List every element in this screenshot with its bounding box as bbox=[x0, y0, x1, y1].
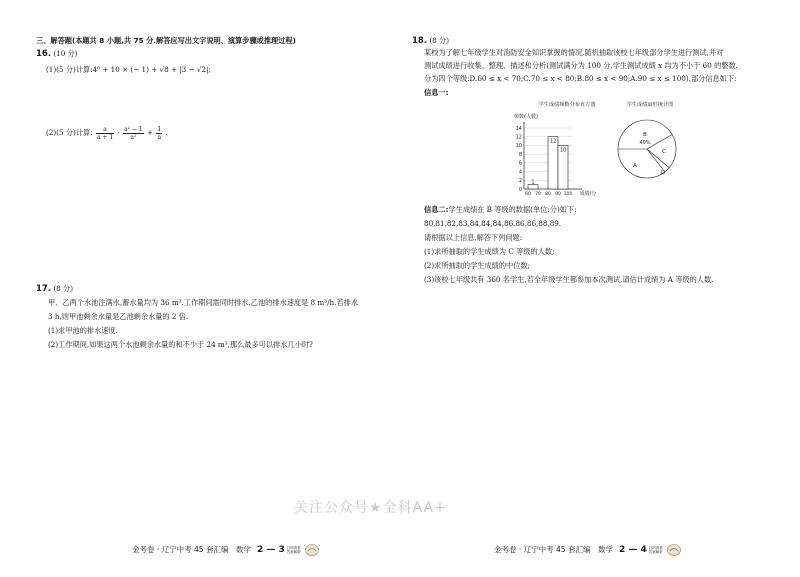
info2-text: 学生成绩在 B 等级的数据(单位:分)如下: bbox=[448, 205, 577, 214]
pie-chart bbox=[605, 99, 695, 194]
y-axis-label: 频数(人数) bbox=[514, 114, 538, 120]
page-number: 2 — 3 bbox=[256, 545, 285, 555]
q18-number: 18. bbox=[412, 36, 428, 46]
q16-header bbox=[36, 49, 78, 59]
watermark: 关注公众号★全科AA+ bbox=[294, 500, 447, 516]
pie-title: 学生成绩扇形统计图 bbox=[626, 102, 674, 108]
histogram-title: 学生成绩频数分布直方图 bbox=[538, 102, 596, 108]
info2-label: 信息二: bbox=[424, 205, 449, 214]
y-tick-label: 6 bbox=[518, 160, 522, 167]
left-footer bbox=[132, 544, 319, 556]
section-heading: 三、解答题(本题共 8 小题,共 75 分.解答应写出文字说明、演算步骤或推理过程) bbox=[36, 36, 296, 45]
fraction-2-denominator: a² bbox=[130, 133, 137, 141]
footer-note: 扫码查看答案解析 bbox=[648, 546, 663, 554]
footer-title: 金考卷 · 辽宁中考 45 套汇编 数学 bbox=[132, 545, 251, 554]
q18-intro-line: 某校为了解七年级学生对消防安全知识掌握的情况,随机抽取该校七年级部分学生进行测试,并对 bbox=[424, 48, 724, 57]
fraction-3 bbox=[156, 126, 162, 141]
y-tick-label: 8 bbox=[518, 151, 522, 158]
expression-end: . bbox=[165, 128, 168, 137]
right-page bbox=[400, 0, 800, 577]
b-scores: 80,81,82,83,84,84,84,86,86,86,88,89. bbox=[424, 219, 562, 228]
q16-part1-expression: 4⁰ + 10 × (− 1) + √8 + |3 − √2|; bbox=[92, 65, 211, 74]
publisher-logo-icon bbox=[667, 544, 681, 556]
right-footer bbox=[494, 544, 681, 556]
footer-title: 金考卷 · 辽宁中考 45 套汇编 数学 bbox=[494, 545, 613, 554]
q18-subquestion: (1)求所抽取的学生成绩为 C 等级的人数; bbox=[424, 247, 555, 256]
q17-line: 甲、乙两个水池注满水,蓄水量均为 36 m³.工作期间需同时排水,乙池的排水速度是 8 m³/h.若排水 bbox=[48, 298, 359, 307]
pie-slice-label: D bbox=[660, 170, 666, 176]
info2 bbox=[424, 205, 577, 215]
x-tick-label: 100 bbox=[563, 192, 573, 197]
x-tick-label: 70 bbox=[535, 192, 541, 197]
footer-note: 扫码查看答案解析 bbox=[286, 546, 301, 554]
q17-line: 3 h,则甲池剩余水量是乙池剩余水量的 2 倍. bbox=[48, 312, 189, 321]
q17-header bbox=[36, 284, 73, 294]
y-tick-label: 14 bbox=[515, 125, 522, 132]
operator-dot: · bbox=[117, 128, 120, 137]
x-tick-label: 80 bbox=[545, 192, 551, 197]
operator-plus: + bbox=[147, 128, 154, 137]
fraction-2-numerator: a² − 1 bbox=[124, 125, 143, 133]
pie-slice-label: B bbox=[643, 132, 647, 138]
bar-value-label: 12 bbox=[549, 138, 557, 145]
publisher-logo-icon bbox=[305, 544, 319, 556]
q18-intro-line: 测试成绩进行收集、整理、描述和分析(测试满分为 100 分,学生测试成绩 x 均为不小于 60 的整数. bbox=[424, 61, 738, 70]
pie-slice-label: A bbox=[633, 163, 637, 169]
q16-part2-label: (2)(5 分)计算: bbox=[46, 128, 93, 137]
y-tick-label: 12 bbox=[515, 134, 522, 141]
q17-points: (8 分) bbox=[53, 284, 74, 293]
request-text: 请根据以上信息,解答下列问题: bbox=[424, 233, 523, 242]
q16-part1-label: (1)(5 分)计算: bbox=[46, 65, 93, 74]
q17-number: 17. bbox=[36, 284, 52, 294]
bar-value-label: 10 bbox=[559, 147, 567, 154]
fraction-1-denominator: a + 1 bbox=[96, 133, 114, 141]
q16-points: (10 分) bbox=[53, 49, 78, 58]
fraction-1-numerator: a bbox=[96, 126, 114, 134]
q18-points: (8 分) bbox=[429, 36, 450, 45]
x-axis-label: 成绩/分 bbox=[579, 191, 597, 197]
fraction-3-denominator: a bbox=[157, 133, 162, 141]
y-tick-label: 2 bbox=[518, 178, 522, 185]
fraction-1 bbox=[96, 126, 114, 141]
x-tick-label: 90 bbox=[555, 192, 561, 197]
fraction-3-numerator: 1 bbox=[157, 125, 162, 133]
pie-slice-label: C bbox=[662, 149, 666, 155]
q18-intro-line: 分为四个等级:D.60 ≤ x < 70;C.70 ≤ x < 80;B.80 ≤ x < 90;A.90 ≤ x ≤ 100),部分信息如下: bbox=[424, 74, 737, 83]
q16-part2 bbox=[46, 124, 168, 142]
y-tick-label: 0 bbox=[518, 186, 522, 193]
y-tick-label: 10 bbox=[515, 143, 522, 150]
q18-subquestion: (2)求所抽取的学生成绩的中位数; bbox=[424, 261, 531, 270]
x-tick-label: 60 bbox=[525, 192, 531, 197]
q18-subquestion: (3)该校七年级共有 360 名学生,若全年级学生都参加本次测试,请估计成绩为 A 等级的人数. bbox=[424, 275, 714, 284]
fraction-2 bbox=[123, 126, 144, 141]
y-tick-label: 4 bbox=[518, 169, 522, 176]
q17-line: (2)工作期间,如果这两个水池剩余水量的和不少于 24 m³,那么最多可以排水几小时? bbox=[48, 340, 313, 349]
q16-number: 16. bbox=[36, 49, 52, 59]
info1-label: 信息一: bbox=[424, 88, 449, 97]
pie-percent-label: 40% bbox=[639, 140, 651, 146]
q18-header bbox=[412, 36, 449, 46]
page-number: 2 — 4 bbox=[618, 545, 647, 555]
q17-line: (1)求甲池的排水速度. bbox=[48, 326, 118, 335]
bar-value-label: 1 bbox=[531, 179, 535, 186]
q16-part1 bbox=[46, 65, 211, 75]
